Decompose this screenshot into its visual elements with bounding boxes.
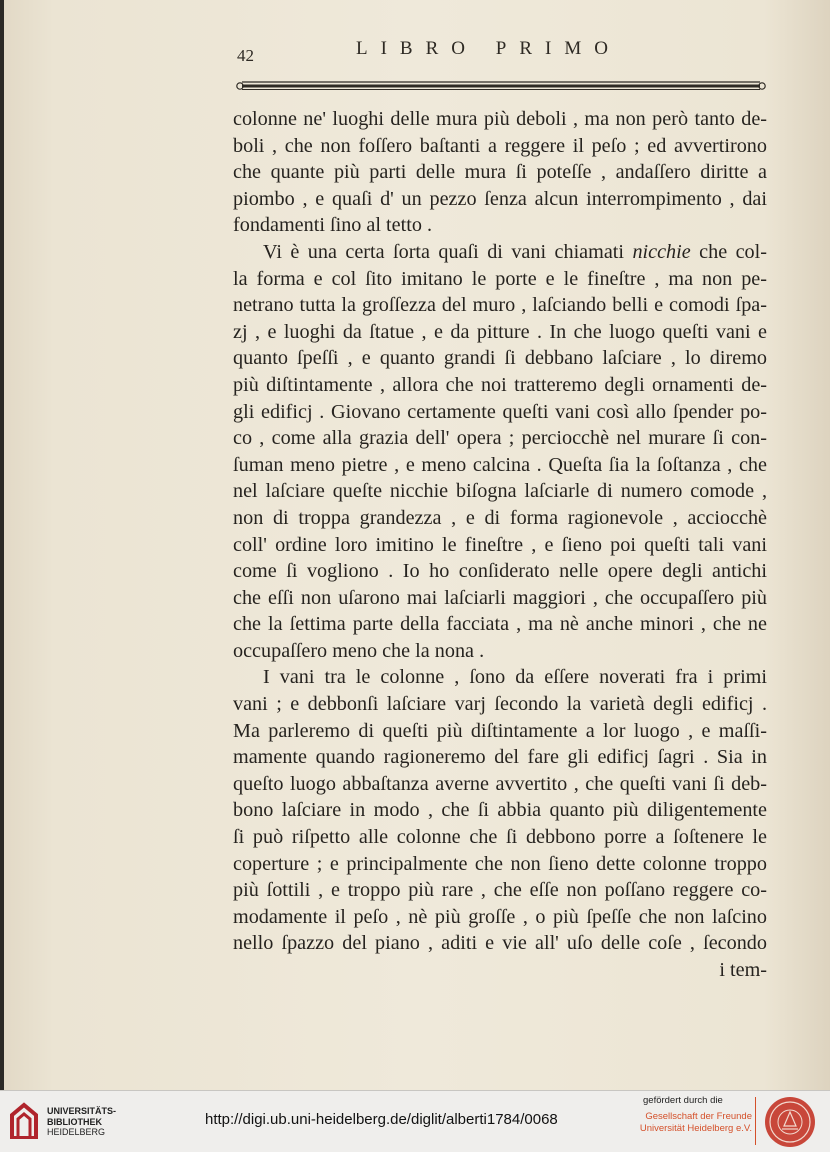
text-line: come ſi vogliono . Io ho conſiderato nelle opere degli antichi <box>233 560 767 583</box>
text-line: mamente quando ragioneremo del fare gli edificj ſagri . Sia in <box>233 746 767 769</box>
text-line: co , come alla grazia dell' opera ; perciocchè nel murare ſi con- <box>233 427 767 450</box>
running-head: LIBRO PRIMO <box>356 38 621 59</box>
text-line: boli , che non foſſero baſtanti a reggere il peſo ; ed avvertirono <box>233 134 767 157</box>
footer-divider <box>755 1097 756 1145</box>
text-line: ſi può riſpetto alle colonne che ſi debbono porre a ſoſtenere le <box>233 826 767 849</box>
library-name-line: HEIDELBERG <box>47 1127 106 1137</box>
text-line: quanto ſpeſſi , e quanto grandi ſi debbano laſciare , lo diremo <box>233 347 767 370</box>
text-line: colonne ne' luoghi delle mura più deboli , ma non però tanto de- <box>233 108 767 130</box>
text-line: nello ſpazzo del piano , aditi e vie all' uſo delle coſe , ſecondo <box>233 932 767 955</box>
text-line: I vani tra le colonne , ſono da eſſere noverati fra i primi <box>263 666 767 689</box>
viewer-footer <box>0 1090 830 1152</box>
library-name-line: BIBLIOTHEK <box>47 1116 102 1127</box>
sponsor-name <box>640 1111 752 1135</box>
text-line: ſuman meno pietre , e meno calcina . Queſta ſia la ſoſtanza , che <box>233 453 767 476</box>
text-line: gli edificj . Giovano certamente queſti vani così allo ſpender po- <box>233 400 767 423</box>
body-text <box>233 106 767 984</box>
library-name-line: UNIVERSITÄTS- <box>47 1106 117 1116</box>
text-line: occupaſſero meno che la nona . <box>233 639 485 662</box>
text-line: piombo , e quaſi d' un pezzo ſenza alcun interrompimento , dai <box>233 187 767 210</box>
catchword: i tem- <box>719 959 767 981</box>
text-line: la forma e col ſito imitano le porte e le fineſtre , ma non pe- <box>233 267 767 290</box>
text-line: più ſottili , e troppo più rare , che eſſe non poſſano reggere co- <box>233 879 767 902</box>
text-line: più diſtintamente , allora che noi tratteremo degli ornamenti de- <box>233 373 767 396</box>
text-line: che quante più parti delle mura ſi poteſſe , andaſſero diritte a <box>233 161 767 184</box>
ornamental-rule-icon <box>236 78 766 92</box>
text-line: fondamenti ſino al tetto . <box>233 214 433 237</box>
text-line: coll' ordine loro imitino le fineſtre , e ſieno poi queſti tali vani <box>233 533 767 556</box>
text-line: non di troppa grandezza , e di forma ragionevole , acciocchè <box>233 506 767 529</box>
text-line: queſto luogo abbaſtanza averne avvertito , che queſti vani ſi deb- <box>233 772 767 795</box>
scanned-page <box>4 0 830 1090</box>
sponsor-line: Universität Heidelberg e.V. <box>639 1123 752 1134</box>
text-line: modamente il peſo , nè più groſſe , o più ſpeſſe che non laſcino <box>233 905 767 928</box>
text-line: nel laſciare queſte nicchie biſogna laſciarle di numero comode , <box>233 480 767 503</box>
text-line: Vi è una certa ſorta quaſi di vani chiamati nicchie che col- <box>263 240 767 263</box>
university-seal-icon <box>764 1096 816 1148</box>
text-line: netrano tutta la groſſezza del muro , laſciando belli e comodi ſpa- <box>233 294 767 317</box>
text-line: che eſſi non uſarono mai laſciarli maggiori , che occupaſſero più <box>233 586 767 609</box>
sponsor-line: Gesellschaft der Freunde <box>645 1111 752 1122</box>
library-name <box>47 1106 116 1138</box>
text-line: Ma parleremo di queſti più diſtintamente a lor luogo , e maſſi- <box>233 719 767 742</box>
permalink-url[interactable]: http://digi.ub.uni-heidelberg.de/diglit/alberti1784/0068 <box>205 1111 558 1128</box>
page-number: 42 <box>237 46 254 65</box>
university-library-logo-icon <box>8 1101 40 1141</box>
text-line: bono laſciare in modo , che ſi abbia quanto più diligentemente <box>233 799 767 822</box>
italic-term: nicchie <box>632 240 691 263</box>
supported-by-label: gefördert durch die <box>643 1095 723 1106</box>
text-line: vani ; e debbonſi laſciare varj ſecondo la varietà degli edificj . <box>233 693 767 716</box>
text-line: zj , e luoghi da ſtatue , e da pitture . In che luogo queſti vani e <box>233 320 767 343</box>
page-header <box>4 38 830 65</box>
text-line: coperture ; e principalmente che non ſieno dette colonne troppo <box>233 852 767 875</box>
text-line: che la ſettima parte della facciata , ma nè anche minori , che ne <box>233 613 767 636</box>
